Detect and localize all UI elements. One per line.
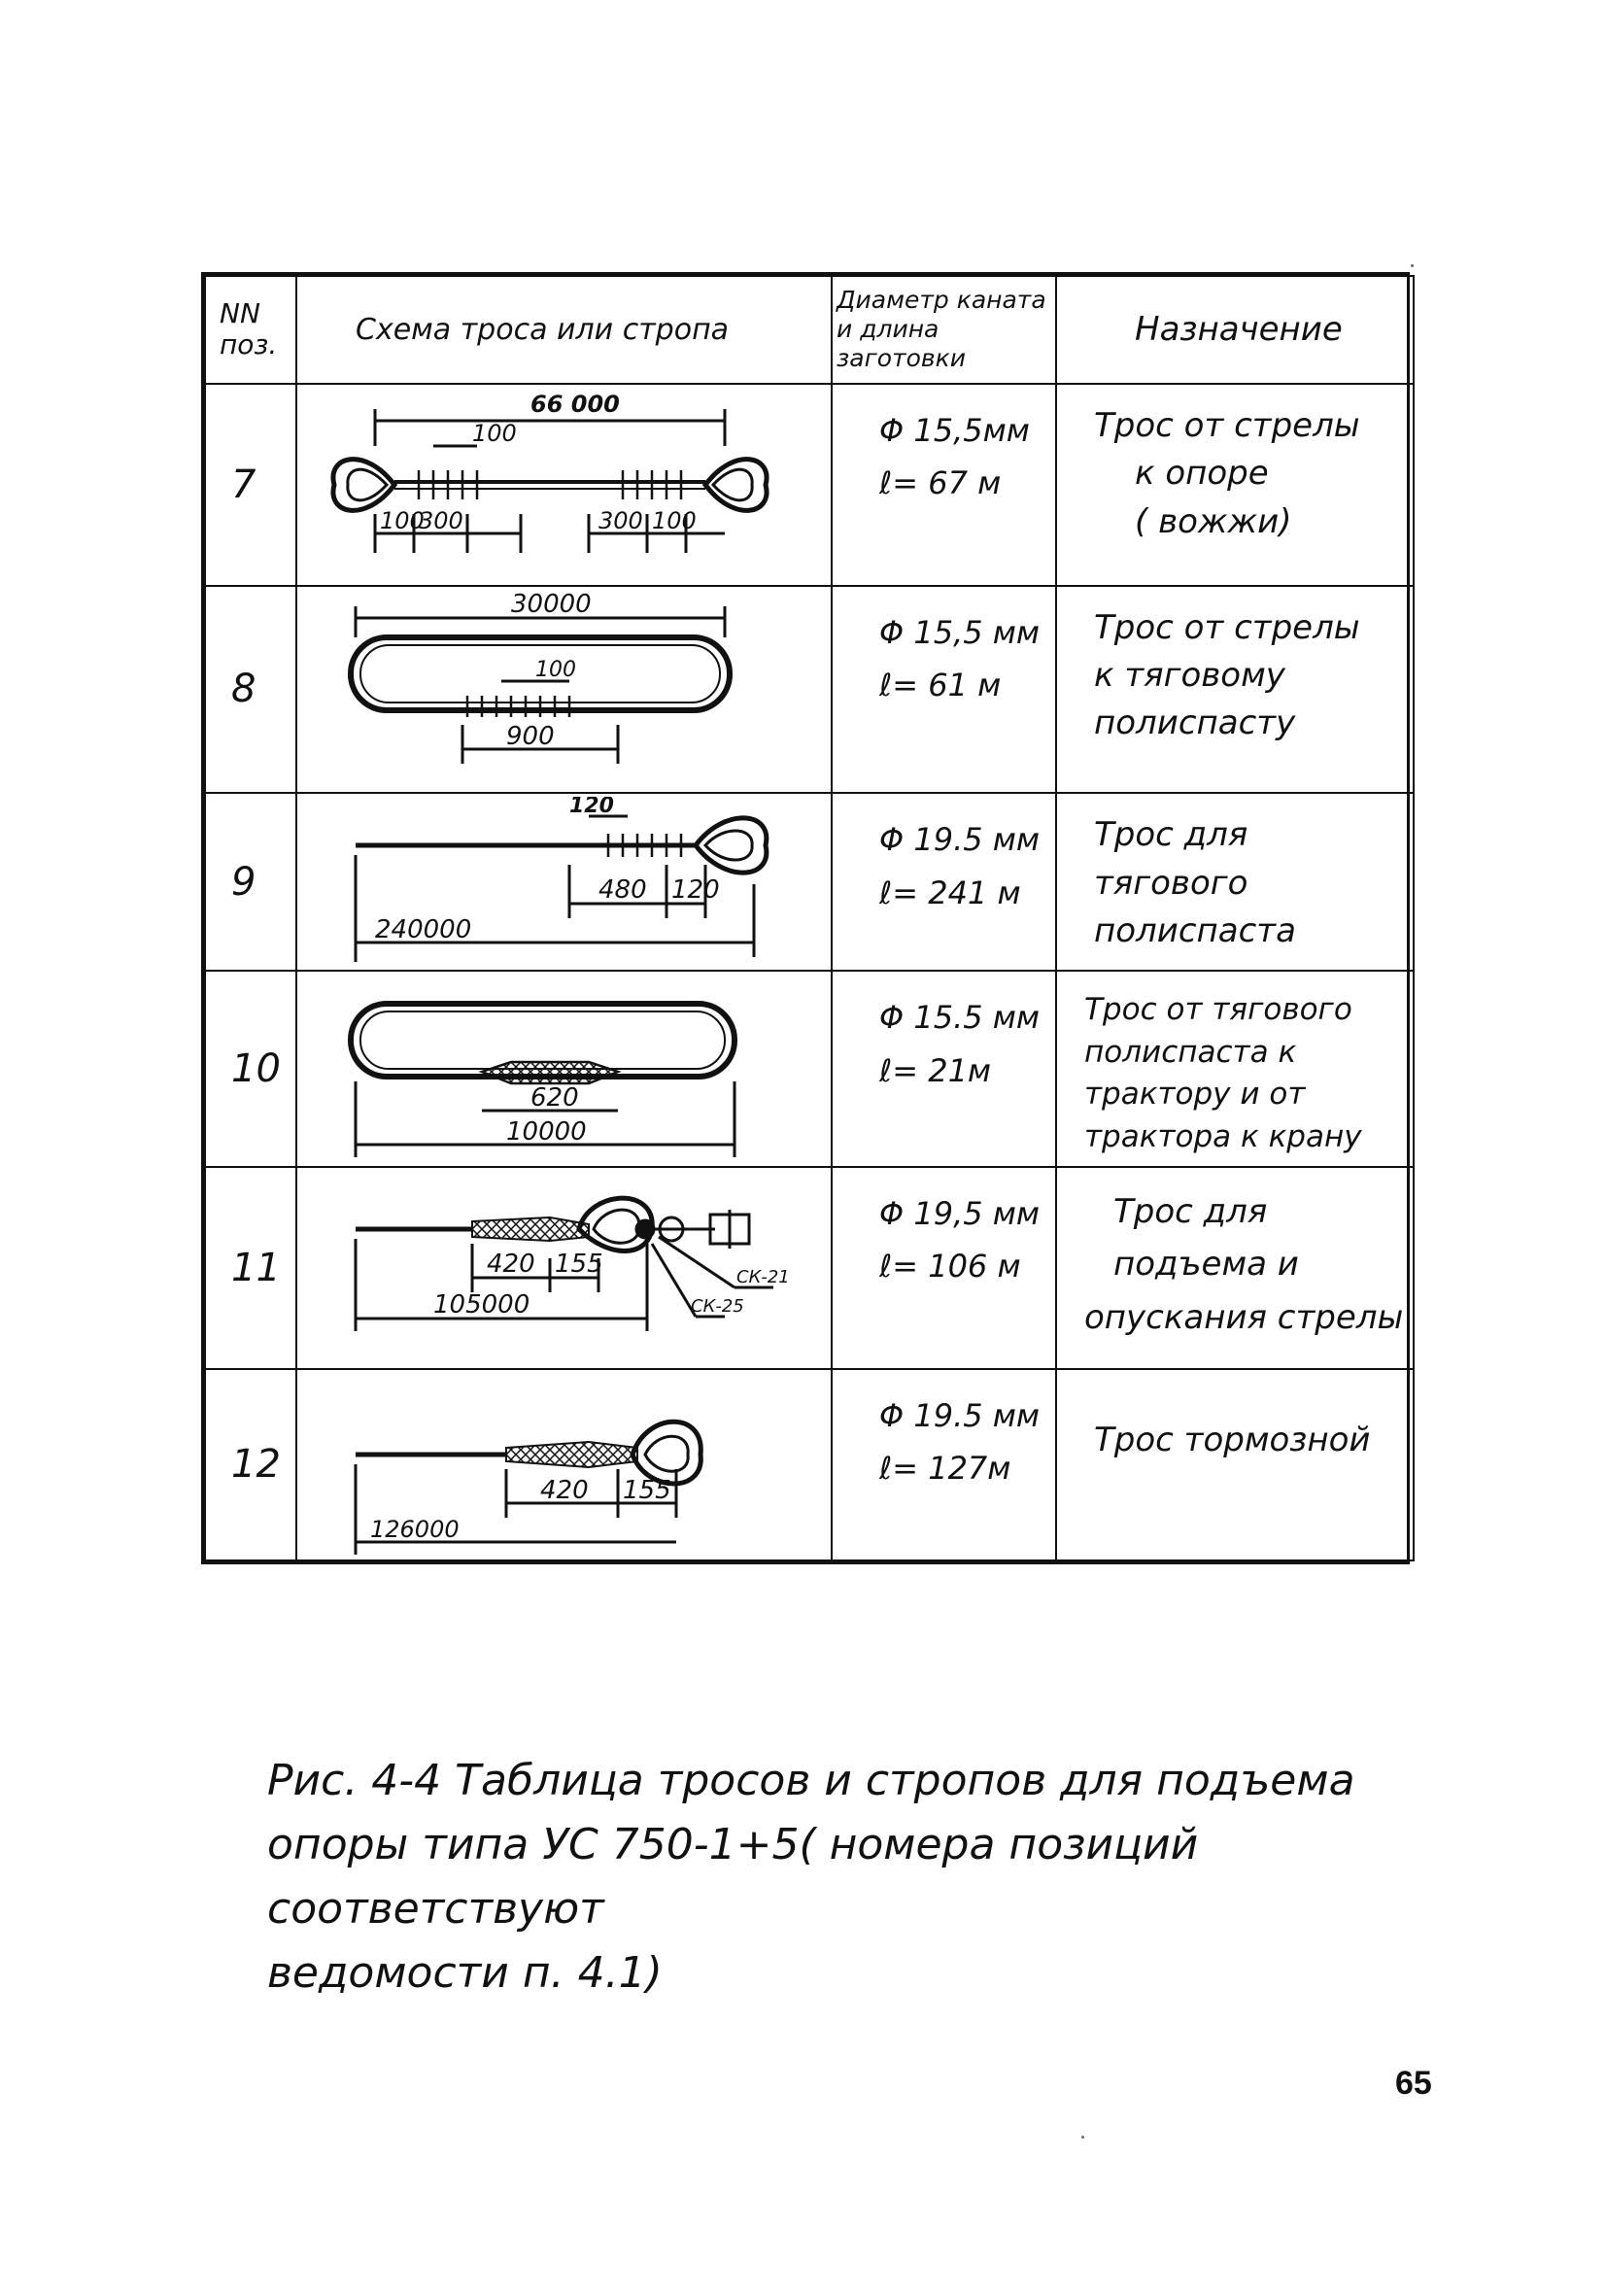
dim-label: 100: [652, 506, 697, 534]
dim-label: 100: [380, 506, 425, 534]
dim-total: 10000: [506, 1117, 587, 1148]
row-diameter: [832, 586, 1056, 794]
length-value: ℓ= 67 м: [879, 464, 1002, 502]
diameter-value: Φ 15.5 мм: [879, 999, 1041, 1037]
dim-label: 420: [487, 1249, 535, 1279]
rope-drawing: [297, 1171, 828, 1365]
caption-line: ведомости п. 4.1): [267, 1948, 663, 1998]
length-value: ℓ= 21м: [879, 1051, 992, 1089]
purpose-line: подъема и: [1113, 1245, 1299, 1285]
rope-scheme-10: [296, 971, 832, 1167]
dim-label: 100: [535, 658, 576, 683]
dim-total: 105000: [433, 1289, 530, 1319]
figure-caption: [267, 1749, 1375, 2005]
row-position: 7: [205, 384, 296, 586]
caption-line: Рис. 4-4 Таблица тросов и стропов для подъема: [267, 1756, 1355, 1805]
table-row: [205, 1369, 1414, 1560]
row-purpose: [1056, 793, 1414, 971]
dim-total: 126000: [370, 1516, 460, 1544]
table-row: [205, 1167, 1414, 1369]
header-diameter: [832, 276, 1056, 384]
header-diameter-line2: и длина заготовки: [837, 315, 966, 373]
row-diameter: [832, 1369, 1056, 1560]
row-diameter: [832, 793, 1056, 971]
dim-label: 155: [623, 1476, 671, 1506]
table-row: [205, 971, 1414, 1167]
table-header-row: [205, 276, 1414, 384]
dim-label: СК-21: [736, 1266, 790, 1287]
scan-artifact: [1411, 264, 1414, 267]
caption-line: опоры типа УС 750-1+5( номера позиций соответствуют: [267, 1820, 1199, 1934]
purpose-line: опускания стрелы: [1084, 1297, 1404, 1337]
row-purpose: [1056, 586, 1414, 794]
purpose-line: ( вожжи): [1135, 501, 1292, 541]
dim-label: СК-25: [691, 1295, 744, 1317]
row-position: 9: [205, 793, 296, 971]
row-diameter: [832, 971, 1056, 1167]
purpose-line: к тяговому: [1094, 655, 1285, 695]
row-purpose: [1056, 1167, 1414, 1369]
dim-label: 120: [671, 874, 720, 905]
diameter-value: Φ 15,5мм: [879, 411, 1030, 449]
dim-label: 155: [555, 1249, 603, 1279]
purpose-line: тягового: [1094, 863, 1248, 903]
dim-label: 120: [569, 796, 614, 818]
rope-table-frame: [201, 272, 1410, 1564]
purpose-line: Трос от стрелы: [1094, 607, 1360, 647]
row-purpose: [1056, 971, 1414, 1167]
diameter-value: Φ 15,5 мм: [879, 613, 1041, 651]
rope-scheme-8: [296, 586, 832, 794]
row-position: 8: [205, 586, 296, 794]
length-value: ℓ= 106 м: [879, 1248, 1021, 1285]
purpose-line: полиспасту: [1094, 703, 1296, 743]
header-position: [205, 276, 296, 384]
purpose-line: Трос для: [1113, 1191, 1268, 1231]
header-diameter-line1: Диаметр каната: [837, 286, 1046, 315]
dim-label: 900: [506, 722, 555, 752]
rope-scheme-7: [296, 384, 832, 586]
rope-drawing: [297, 388, 828, 582]
row-purpose: [1056, 384, 1414, 586]
rope-scheme-11: [296, 1167, 832, 1369]
diameter-value: Φ 19,5 мм: [879, 1194, 1041, 1232]
header-scheme: Схема троса или стропа: [296, 276, 832, 384]
row-position: 12: [205, 1369, 296, 1560]
rope-scheme-9: [296, 793, 832, 971]
dim-label: 620: [530, 1083, 579, 1114]
purpose-line: полиспаста к: [1084, 1034, 1297, 1070]
page-number: 65: [1395, 2065, 1432, 2102]
purpose-line: к опоре: [1135, 454, 1269, 494]
rope-scheme-12: [296, 1369, 832, 1560]
diameter-value: Φ 19.5 мм: [879, 821, 1041, 859]
table-row: [205, 384, 1414, 586]
purpose-line: трактора к крану: [1084, 1118, 1362, 1154]
dim-total: 66 000: [530, 390, 620, 418]
rope-drawing: [297, 589, 828, 789]
length-value: ℓ= 127м: [879, 1449, 1011, 1487]
purpose-line: трактору и от: [1084, 1077, 1306, 1113]
row-diameter: [832, 384, 1056, 586]
dim-label: 420: [540, 1476, 589, 1506]
dim-label: 300: [598, 506, 643, 534]
dim-label: 100: [472, 419, 517, 447]
length-value: ℓ= 241 м: [879, 874, 1021, 911]
dim-label: 480: [598, 874, 647, 905]
purpose-line: Трос тормозной: [1094, 1420, 1371, 1459]
row-diameter: [832, 1167, 1056, 1369]
rope-sling-table: [204, 275, 1415, 1561]
header-purpose: Назначение: [1056, 276, 1414, 384]
header-position-line2: поз.: [220, 328, 278, 361]
dim-total: 240000: [375, 914, 472, 944]
row-position: 10: [205, 971, 296, 1167]
purpose-line: Трос для: [1094, 815, 1248, 855]
dim-total: 30000: [511, 590, 592, 620]
header-position-line1: NN: [220, 297, 260, 330]
purpose-line: полиспаста: [1094, 910, 1296, 950]
length-value: ℓ= 61 м: [879, 666, 1002, 703]
purpose-line: Трос от тягового: [1084, 992, 1352, 1028]
rope-drawing: [297, 975, 828, 1163]
diameter-value: Φ 19.5 мм: [879, 1396, 1041, 1434]
row-position: 11: [205, 1167, 296, 1369]
purpose-line: Трос от стрелы: [1094, 405, 1360, 445]
table-row: [205, 586, 1414, 794]
table-row: [205, 793, 1414, 971]
scan-artifact: [1081, 2136, 1084, 2139]
dim-label: 300: [419, 506, 463, 534]
rope-drawing: [297, 797, 828, 968]
row-purpose: [1056, 1369, 1414, 1560]
rope-drawing: [297, 1372, 828, 1557]
